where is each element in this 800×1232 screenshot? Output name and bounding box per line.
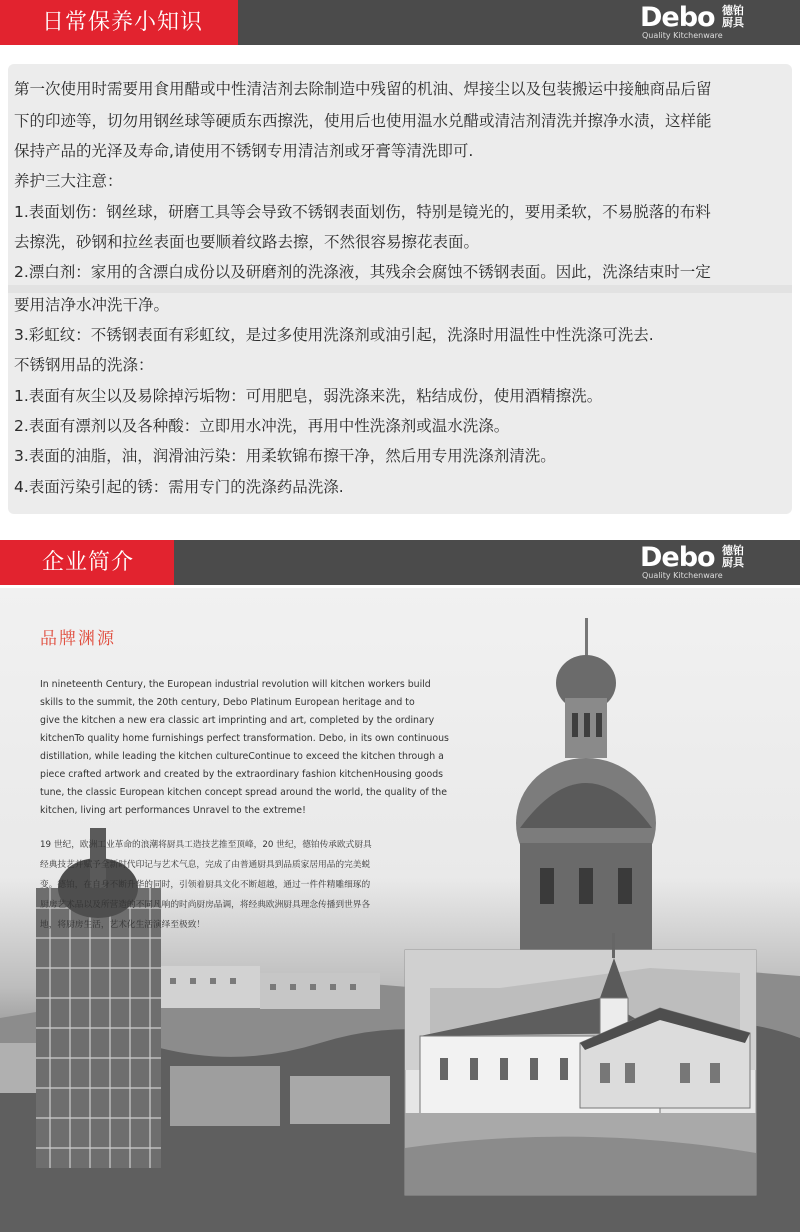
company-section-header [0,540,800,585]
chinese-intro-line: 变。德铂，在自身不断升华的同时，引领着厨具文化不断超越，通过一件件精雕细琢的 [40,880,371,890]
brand-logo [640,3,760,43]
brand-logo-cn: 德铂厨具 [722,4,744,29]
english-intro-line: tune, the classic European kitchen concept spread around the world, the quality of the [40,787,447,798]
care-line: 去擦洗，砂钢和拉丝表面也要顺着纹路去擦，不然很容易擦花表面。 [14,233,480,251]
brand-logo [640,543,760,583]
brand-logo-cn: 德铂厨具 [722,544,744,569]
care-line: 4.表面污染引起的锈：需用专门的洗涤药品洗涤. [14,478,344,496]
brand-logo-word: Debo [640,542,715,573]
company-section-title: 企业简介 [0,540,174,585]
care-line: 2.表面有漂剂以及各种酸：立即用水冲洗，再用中性洗涤剂或温水洗涤。 [14,417,510,435]
care-section-title: 日常保养小知识 [0,0,238,45]
english-intro-line: piece crafted artwork and created by the extraordinary fashion kitchenHousing goods [40,769,444,780]
care-section-header [0,0,800,45]
care-line: 下的印迹等，切勿用钢丝球等硬质东西擦洗，使用后也使用温水兑醋或清洁剂清洗并擦净水渍，这样能 [14,112,712,130]
care-line: 3.彩虹纹：不锈钢表面有彩虹纹，是过多使用洗涤剂或油引起，洗涤时用温性中性洗涤可洗去. [14,326,654,344]
care-line: 2.漂白剂：家用的含漂白成份以及研磨剂的洗涤液，其残余会腐蚀不锈钢表面。因此，洗涤结束时一定 [14,263,711,281]
chinese-intro-line: 厨房艺术品以及所营造的不同凡响的时尚厨房品调，将经典欧洲厨具理念传播到世界各 [40,900,371,910]
care-line: 1.表面划伤：钢丝球，研磨工具等会导致不锈钢表面划伤，特别是镜光的，要用柔软，不易脱落的布料 [14,203,711,221]
care-line: 1.表面有灰尘以及易除掉污垢物：可用肥皂，弱洗涤来洗，粘结成份，使用酒精擦洗。 [14,387,603,405]
chinese-intro-line: 地，将厨房生活，艺术化生活演绎至极致！ [40,920,206,930]
image-seam [8,285,792,293]
care-line: 保持产品的光泽及寿命,请使用不锈钢专用清洁剂或牙膏等清洗即可. [14,142,474,160]
english-intro-line: skills to the summit, the 20th century, Debo Platinum European heritage and to [40,697,415,708]
care-line: 要用洁净水冲洗干净。 [14,296,170,314]
english-intro-line: In nineteenth Century, the European industrial revolution will kitchen workers build [40,679,431,690]
brand-logo-word: Debo [640,2,715,33]
english-intro-line: give the kitchen a new era classic art imprinting and art, completed by the ordinary [40,715,435,726]
chinese-intro-line: 19 世纪，欧洲工业革命的浪潮将厨具工造技艺推至顶峰，20 世纪，德铂传承欧式厨具 [40,840,372,850]
brand-origin-title: 品牌渊源 [40,629,116,649]
care-line: 养护三大注意： [14,172,123,190]
care-line: 3.表面的油脂，油，润滑油污染：用柔软锦布擦干净，然后用专用洗涤剂清洗。 [14,447,556,465]
english-intro-line: distillation, while leading the kitchen cultureContinue to exceed the kitchen through a [40,751,444,762]
english-intro-line: kitchenTo quality home furnishings perfect transformation. Debo, in its own continuous [40,733,449,744]
english-intro-line: kitchen, living art performances Unravel to the extreme! [40,805,306,816]
care-line: 第一次使用时需要用食用醋或中性清洁剂去除制造中残留的机油、焊接尘以及包装搬运中接触商品后留 [14,80,712,98]
chinese-intro-line: 经典技艺并赋予全新时代印记与艺术气息，完成了由普通厨具到品质家居用品的完美蜕 [40,860,371,870]
brand-logo-tagline: Quality Kitchenware [642,571,723,580]
brand-logo-tagline: Quality Kitchenware [642,31,723,40]
care-line: 不锈钢用品的洗涤： [14,356,154,374]
